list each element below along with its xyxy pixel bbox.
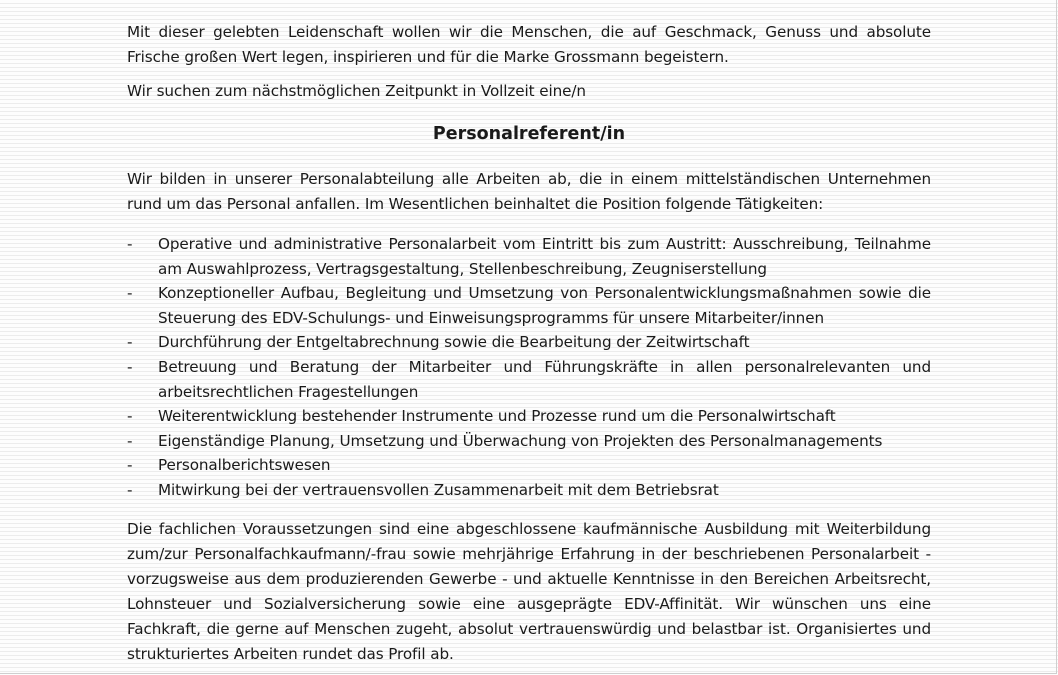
- task-item: [127, 355, 931, 404]
- task-list: [127, 232, 931, 503]
- bullet-dash-icon: -: [127, 235, 133, 253]
- job-title: Personalreferent/in: [432, 124, 626, 144]
- search-paragraph: Wir suchen zum nächstmöglichen Zeitpunkt in Vollzeit eine/n: [127, 82, 586, 100]
- bullet-dash-icon: -: [127, 431, 133, 450]
- task-text: Betreuung und Beratung der Mitarbeiter und Führungskräfte in allen personalrelevanten und arbeitsrechtlichen Fragestellungen: [158, 357, 931, 401]
- bullet-dash-icon: -: [127, 480, 133, 499]
- task-item: [127, 281, 931, 330]
- bullet-dash-icon: -: [127, 333, 133, 352]
- bullet-dash-icon: -: [127, 284, 133, 303]
- bullet-dash-icon: -: [127, 456, 133, 475]
- requirements-paragraph: Die fachlichen Voraussetzungen sind eine abgeschlossene kaufmännische Ausbildung mit Weiterbildung zum/zur Personalfachkaufmann/-frau sowie mehrjährige Erfahrung in der beschriebenen Personalarbeit - vorzugsweise aus dem produzierenden Gewerbe - und aktuelle Kenntnisse in den Bereichen Arbeitsrecht, Lohnsteuer und Sozialversicherung sowie eine ausgeprägte EDV-Affinität. Wir wünschen uns eine Fachkraft, die gerne auf Menschen zugeht, absolut vertrauenswürdig und belastbar ist. Organisiertes und strukturiertes Arbeiten rundet das Profil ab.: [127, 519, 931, 663]
- task-text: Operative und administrative Personalarbeit vom Eintritt bis zum Austritt: Ausschreibung, Teilnahme am Auswahlprozess, Vertragsgestaltung, Stellenbeschreibung, Zeugniserstellung: [158, 235, 931, 278]
- task-item: [127, 330, 931, 355]
- task-text: Personalberichtswesen: [158, 456, 331, 475]
- task-text: Durchführung der Entgeltabrechnung sowie die Bearbeitung der Zeitwirtschaft: [158, 333, 750, 352]
- task-text: Eigenständige Planung, Umsetzung und Überwachung von Projekten des Personalmanagements: [158, 431, 883, 450]
- position-intro-paragraph: Wir bilden in unserer Personalabteilung alle Arbeiten ab, die in einem mittelständischen Unternehmen rund um das Personal anfallen. Im Wesentlichen beinhaltet die Position folgende Tätigkeiten:: [127, 170, 931, 213]
- task-item: [127, 453, 931, 478]
- task-item: [127, 232, 931, 281]
- bullet-dash-icon: -: [127, 407, 133, 426]
- task-text: Mitwirkung bei der vertrauensvollen Zusammenarbeit mit dem Betriebsrat: [158, 480, 719, 499]
- task-text: Weiterentwicklung bestehender Instrumente und Prozesse rund um die Personalwirtschaft: [158, 407, 836, 426]
- task-text: Konzeptioneller Aufbau, Begleitung und Umsetzung von Personalentwicklungsmaßnahmen sowie die Steuerung des EDV-Schulungs- und Einweisungsprogramms für unsere Mitarbeiter/innen: [158, 284, 931, 327]
- intro-paragraph: Mit dieser gelebten Leidenschaft wollen wir die Menschen, die auf Geschmack, Genuss und absolute Frische großen Wert legen, inspirieren und für die Marke Grossmann begeistern.: [127, 23, 931, 66]
- task-item: [127, 429, 931, 454]
- bullet-dash-icon: -: [127, 357, 133, 376]
- task-item: [127, 478, 931, 503]
- task-item: [127, 404, 931, 429]
- job-posting-body: [127, 20, 931, 667]
